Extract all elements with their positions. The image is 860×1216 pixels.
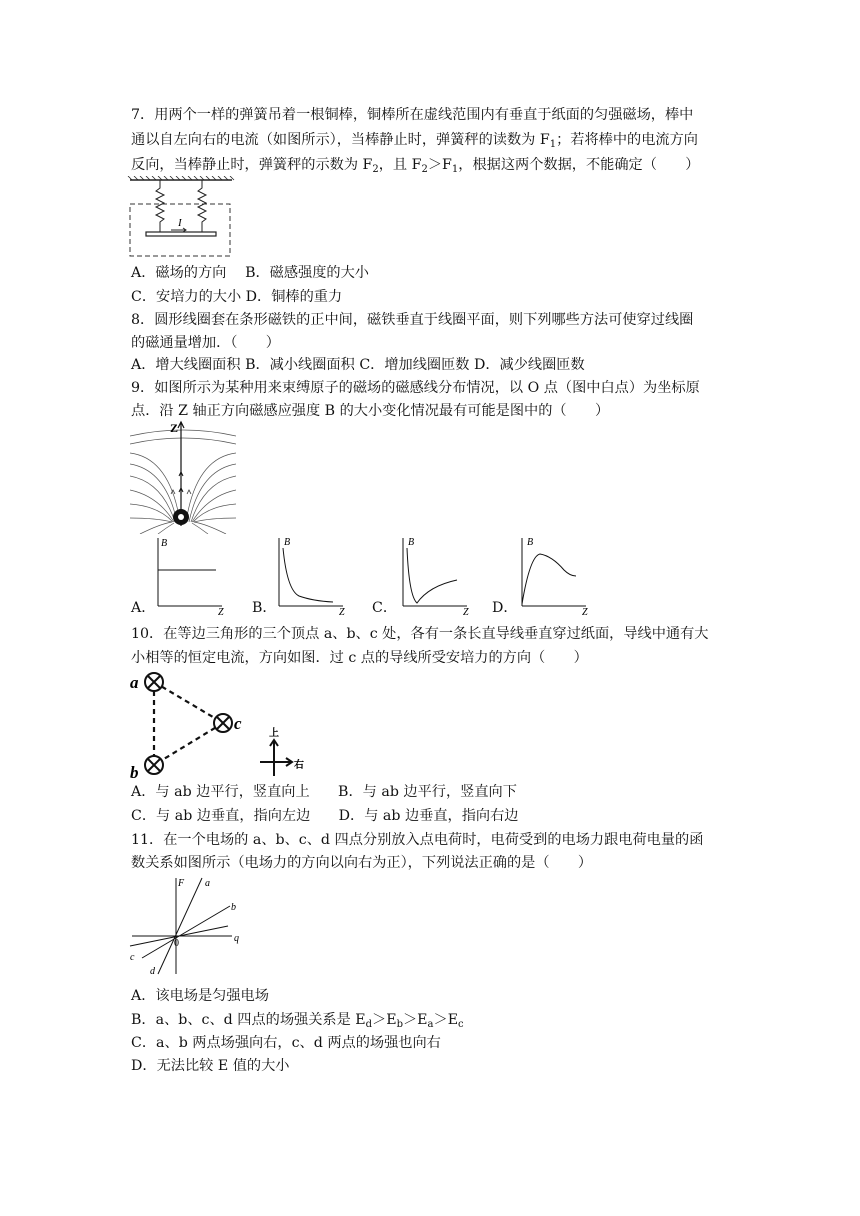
q10-options-cd: C．与 ab 边垂直，指向左边 D．与 ab 边垂直，指向右边 bbox=[131, 808, 519, 824]
q7-options-cd: C．安培力的大小 D．铜棒的重力 bbox=[131, 289, 343, 305]
q8-line-1: 8．圆形线圈套在条形磁铁的正中间，磁铁垂直于线圈平面，则下列哪些方法可使穿过线圈 bbox=[131, 312, 694, 328]
svg-text:F: F bbox=[178, 878, 185, 889]
svg-text:d: d bbox=[150, 966, 155, 977]
q11-option-d: D．无法比较 E 值的大小 bbox=[131, 1058, 290, 1074]
q11-option-b: B．a、b、c、d 四点的场强关系是 $E_d>E_b>E_a>E_c$ bbox=[131, 1012, 464, 1030]
q10-triangle-figure bbox=[126, 668, 306, 780]
q8-line-2: 的磁通量增加．（ ） bbox=[131, 335, 280, 351]
q9-graph-d bbox=[512, 534, 592, 616]
svg-text:Z: Z bbox=[463, 607, 469, 616]
svg-text:a: a bbox=[205, 878, 210, 889]
svg-text:B: B bbox=[527, 537, 534, 548]
q9-line-1: 9．如图所示为某种用来束缚原子的磁场的磁感线分布情况，以 O 点（图中白点）为坐标原 bbox=[131, 380, 700, 396]
q11-line-1: 11．在一个电场的 a、b、c、d 四点分别放入点电荷时，电荷受到的电场力跟电荷电量的函 bbox=[131, 832, 704, 848]
q11-option-c: C．a、b 两点场强向右，c、d 两点的场强也向右 bbox=[131, 1035, 441, 1051]
q10-options-ab: A．与 ab 边平行，竖直向上 B．与 ab 边平行，竖直向下 bbox=[131, 784, 517, 800]
svg-text:q: q bbox=[234, 933, 239, 944]
svg-text:a: a bbox=[130, 673, 139, 692]
svg-text:b: b bbox=[231, 902, 236, 913]
svg-text:Z: Z bbox=[582, 607, 588, 616]
svg-text:B: B bbox=[408, 537, 415, 548]
svg-text:c: c bbox=[234, 714, 242, 733]
svg-text:b: b bbox=[130, 763, 139, 780]
wire-c-into-page-icon bbox=[214, 714, 232, 732]
q7-spring-figure bbox=[126, 176, 238, 260]
q7-line-2: 通以自左向右的电流（如图所示），当棒静止时，弹簧秤的读数为 $F_1$；若将棒中的电流方向 bbox=[131, 132, 698, 150]
q11-force-charge-figure bbox=[128, 874, 248, 978]
svg-text:B: B bbox=[284, 537, 291, 548]
wire-a-into-page-icon bbox=[145, 673, 163, 691]
q9-option-a: A． bbox=[131, 600, 156, 616]
direction-compass-icon bbox=[260, 740, 292, 776]
svg-text:上: 上 bbox=[269, 728, 279, 739]
q9-option-b: B． bbox=[252, 600, 277, 616]
q9-graph-c bbox=[393, 534, 473, 616]
svg-text:0: 0 bbox=[174, 938, 179, 949]
svg-text:B: B bbox=[161, 538, 168, 549]
q7-current-label: I bbox=[178, 217, 182, 229]
q9-line-2: 点．沿 Z 轴正方向磁感应强度 B 的大小变化情况最有可能是图中的（ ） bbox=[131, 403, 610, 419]
q9-graph-a bbox=[148, 534, 228, 616]
q10-line-1: 10．在等边三角形的三个顶点 a、b、c 处，各有一条长直导线垂直穿过纸面，导线中通有大 bbox=[131, 626, 709, 642]
q9-z-axis-label: Z bbox=[170, 421, 179, 435]
q11-option-a: A．该电场是匀强电场 bbox=[131, 988, 269, 1004]
wire-b-into-page-icon bbox=[145, 756, 163, 774]
q7-line-1: 7．用两个一样的弹簧吊着一根铜棒，铜棒所在虚线范围内有垂直于纸面的匀强磁场，棒中 bbox=[131, 107, 694, 123]
svg-text:c: c bbox=[130, 952, 135, 963]
svg-text:Z: Z bbox=[339, 607, 345, 616]
q9-field-lines-figure bbox=[130, 418, 236, 534]
q11-line-2: 数关系如图所示（电场力的方向以向右为正），下列说法正确的是（ ） bbox=[131, 855, 593, 871]
q9-option-c: C． bbox=[372, 600, 398, 616]
q9-graph-b bbox=[269, 534, 349, 616]
svg-text:右: 右 bbox=[294, 760, 304, 771]
svg-text:Z: Z bbox=[218, 607, 224, 616]
q7-line-3: 反向，当棒静止时，弹簧秤的示数为 $F_2$，且 $F_2>F_1$，根据这两个数据，不能确定（ ） bbox=[131, 157, 700, 175]
q8-options: A．增大线圈面积 B．减小线圈面积 C．增加线圈匝数 D．减少线圈匝数 bbox=[131, 357, 585, 373]
q9-option-d: D． bbox=[492, 600, 518, 616]
q10-line-2: 小相等的恒定电流，方向如图．过 c 点的导线所受安培力的方向（ ） bbox=[131, 650, 588, 666]
q7-options-ab: A．磁场的方向 B．磁感强度的大小 bbox=[131, 265, 369, 281]
